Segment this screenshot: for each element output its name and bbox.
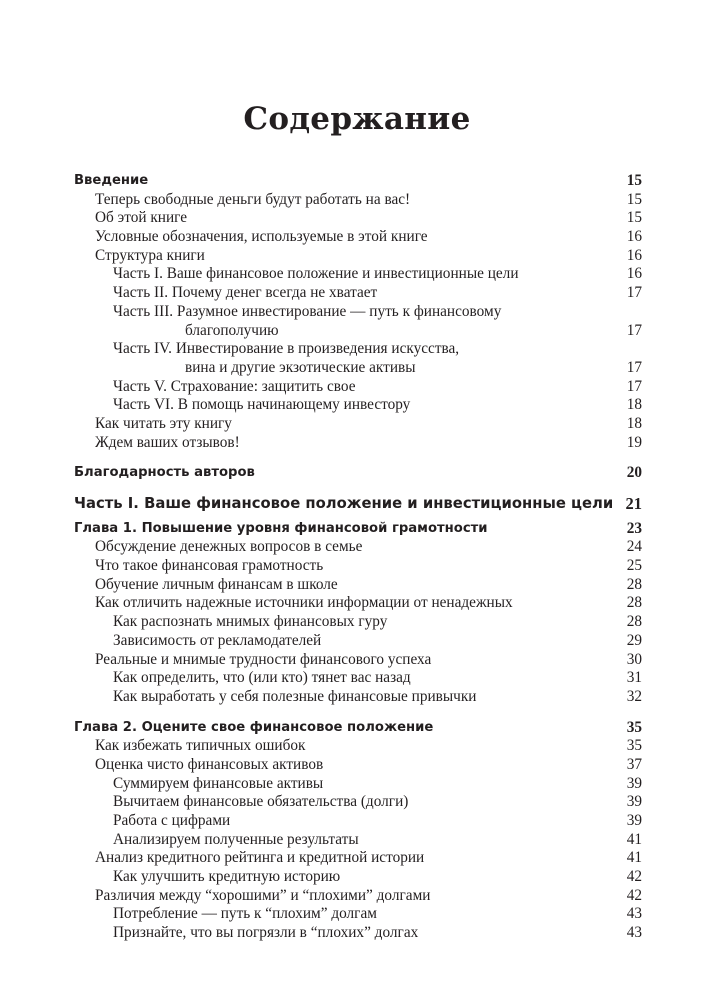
page-title: Содержание (243, 101, 471, 137)
toc-section-introduction (74, 172, 642, 191)
toc-page-number: 18 (626, 414, 642, 432)
toc-page-number: 29 (626, 631, 642, 649)
toc-entry-label: Зависимость от рекламодателей (113, 631, 322, 649)
toc-subentry (74, 284, 642, 303)
toc-page-number: 42 (626, 868, 642, 886)
toc-entry-label: Потребление — путь к “плохим” долгам (113, 905, 377, 923)
toc-entry (74, 651, 642, 670)
toc-page-number: 43 (626, 905, 642, 923)
toc-entry (74, 209, 642, 228)
toc-page-number: 17 (626, 377, 642, 395)
toc-page-number: 42 (626, 886, 642, 904)
toc-page-number: 35 (626, 737, 642, 755)
toc-entry (74, 887, 642, 906)
toc-heading: Часть I. Ваше финансовое положение и инвестиционные цели (74, 495, 614, 513)
toc-page-number: 17 (626, 284, 642, 302)
toc-page-number: 23 (626, 519, 642, 537)
toc-page-number: 15 (626, 209, 642, 227)
toc-entry-label: Анализ кредитного рейтинга и кредитной истории (95, 849, 425, 867)
toc-entry-label: Обсуждение денежных вопросов в семье (95, 538, 363, 556)
toc-entry-label: Как выработать у себя полезные финансовые привычки (113, 687, 477, 705)
toc-page-number: 16 (626, 265, 642, 283)
toc-entry (74, 434, 642, 453)
toc-entry-label: Часть VI. В помощь начинающему инвестору (113, 396, 411, 414)
toc-page-number: 21 (625, 494, 642, 514)
toc-page-number: 41 (626, 849, 642, 867)
toc-subentry (74, 265, 642, 284)
toc-page-number: 16 (626, 246, 642, 264)
toc-section-acknowledgements (74, 464, 642, 483)
toc-entry-label: Суммируем финансовые активы (113, 774, 324, 792)
toc-entry (74, 576, 642, 595)
toc-entry-label: Признайте, что вы погрязли в “плохих” долгах (113, 924, 419, 942)
toc-subentry (74, 775, 642, 794)
toc-subentry (74, 340, 642, 377)
toc-entry-label: Теперь свободные деньги будут работать на вас! (95, 190, 411, 208)
toc-entry-label-continued: вина и другие экзотические активы (185, 358, 416, 376)
toc-entry-label: Об этой книге (95, 209, 188, 227)
toc-page-number: 17 (626, 358, 642, 376)
toc-subentry (74, 378, 642, 397)
toc-entry (74, 191, 642, 210)
toc-entry (74, 737, 642, 756)
toc-subentry (74, 303, 642, 340)
toc-page-number: 39 (626, 793, 642, 811)
toc-page-number: 28 (626, 575, 642, 593)
toc-entry (74, 247, 642, 266)
toc-chapter-heading (74, 520, 642, 539)
toc-entry-label: Структура книги (95, 246, 205, 264)
toc-entry-label: Как распознать мнимых финансовых гуру (113, 613, 388, 631)
toc-heading: Благодарность авторов (74, 465, 255, 481)
toc-page-number: 24 (626, 538, 642, 556)
toc-entry-label: Часть III. Разумное инвестирование — путь к финансовому (113, 302, 502, 320)
toc-entry-label: Что такое финансовая грамотность (95, 557, 324, 575)
toc-page-number: 41 (626, 830, 642, 848)
toc-subentry (74, 812, 642, 831)
toc-entry (74, 557, 642, 576)
toc-page-number: 30 (626, 650, 642, 668)
toc-entry-label: Реальные и мнимые трудности финансового успеха (95, 650, 432, 668)
toc-subentry (74, 396, 642, 415)
toc-entry-label: Оценка чисто финансовых активов (95, 755, 324, 773)
toc-subentry (74, 688, 642, 707)
toc-page-number: 20 (626, 464, 642, 482)
toc-entry (74, 849, 642, 868)
toc-entry-label: Как избежать типичных ошибок (95, 737, 306, 755)
toc-heading: Глава 1. Повышение уровня финансовой грамотности (74, 520, 488, 536)
toc-subentry (74, 905, 642, 924)
toc-page-number: 17 (626, 321, 642, 339)
spacer (74, 452, 642, 464)
toc-entry-label: Как отличить надежные источники информации от ненадежных (95, 594, 513, 612)
toc-chapter-heading (74, 719, 642, 738)
toc-heading: Введение (74, 173, 149, 188)
toc-entry-label: Обучение личным финансам в школе (95, 575, 338, 593)
toc-entry-label: Часть II. Почему денег всегда не хватает (113, 284, 378, 302)
spacer (74, 483, 642, 495)
toc-page-number: 43 (626, 924, 642, 942)
toc-entry-label: Часть I. Ваше финансовое положение и инвестиционные цели (113, 265, 519, 283)
toc-entry-label-continued: благополучию (185, 321, 279, 339)
toc-subentry (74, 632, 642, 651)
toc-entry-label: Как определить, что (или кто) тянет вас назад (113, 669, 411, 687)
toc-subentry (74, 868, 642, 887)
toc-page-number: 31 (626, 669, 642, 687)
toc-subentry (74, 793, 642, 812)
toc-subentry (74, 924, 642, 943)
toc-page-number: 19 (626, 433, 642, 451)
toc-entry-label: Часть V. Страхование: защитить свое (113, 377, 356, 395)
toc-heading: Глава 2. Оцените свое финансовое положение (74, 719, 434, 735)
toc-page-number: 32 (626, 687, 642, 705)
spacer (74, 707, 642, 719)
toc-entry-label: Различия между “хорошими” и “плохими” долгами (95, 886, 431, 904)
toc-entry-label: Как улучшить кредитную историю (113, 868, 341, 886)
toc-page-number: 37 (626, 755, 642, 773)
toc-entry-label: Работа с цифрами (113, 812, 231, 830)
toc-entry (74, 538, 642, 557)
table-of-contents (74, 172, 642, 943)
toc-entry-label: Как читать эту книгу (95, 414, 232, 432)
toc-entry (74, 228, 642, 247)
toc-page-number: 15 (626, 172, 642, 189)
toc-page-number: 15 (626, 190, 642, 208)
toc-page-number: 16 (626, 228, 642, 246)
toc-page-number: 28 (626, 613, 642, 631)
toc-subentry (74, 831, 642, 850)
toc-page-number: 28 (626, 594, 642, 612)
toc-entry (74, 594, 642, 613)
toc-page-number: 35 (626, 718, 642, 736)
toc-subentry (74, 669, 642, 688)
toc-page-number: 25 (626, 557, 642, 575)
toc-entry-label: Анализируем полученные результаты (113, 830, 359, 848)
toc-subentry (74, 613, 642, 632)
toc-part-heading (74, 495, 642, 514)
toc-entry-label: Вычитаем финансовые обязательства (долги) (113, 793, 409, 811)
toc-entry (74, 415, 642, 434)
toc-page-number: 39 (626, 812, 642, 830)
toc-page-number: 18 (626, 396, 642, 414)
toc-entry-label: Условные обозначения, используемые в этой книге (95, 228, 428, 246)
toc-entry-label: Часть IV. Инвестирование в произведения искусства, (113, 340, 460, 358)
toc-entry-label: Ждем ваших отзывов! (95, 433, 240, 451)
toc-entry (74, 756, 642, 775)
toc-page-number: 39 (626, 774, 642, 792)
